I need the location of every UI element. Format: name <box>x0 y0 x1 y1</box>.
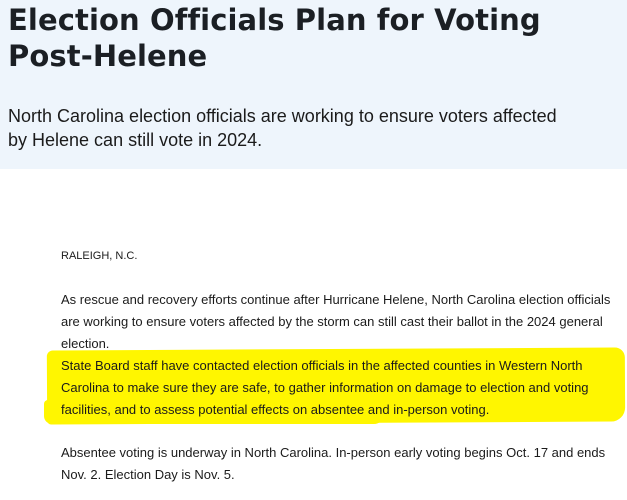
article-paragraph-2-highlighted: State Board staff have contacted election officials in the affected counties in Western North Carolina to make sure they are safe, to gather information on damage to election and voting facilities, and to assess potential effects on absentee and in-person voting. <box>61 358 589 417</box>
article-paragraph-3: Absentee voting is underway in North Carolina. In-person early voting begins Oct. 17 and ends Nov. 2. Election Day is Nov. 5. <box>61 445 606 482</box>
page-title: Election Officials Plan for Voting Post-Helene <box>8 3 541 73</box>
dateline: RALEIGH, N.C. <box>61 250 138 262</box>
article-paragraph-1: As rescue and recovery efforts continue after Hurricane Helene, North Carolina election officials are working to ensure voters affected by the storm can still cast their ballot in the 2024 general election. <box>61 292 611 351</box>
page-subtitle: North Carolina election officials are working to ensure voters affected by Helene can still vote in 2024. <box>8 106 557 150</box>
hero-banner <box>0 0 627 169</box>
article-body <box>61 248 621 482</box>
